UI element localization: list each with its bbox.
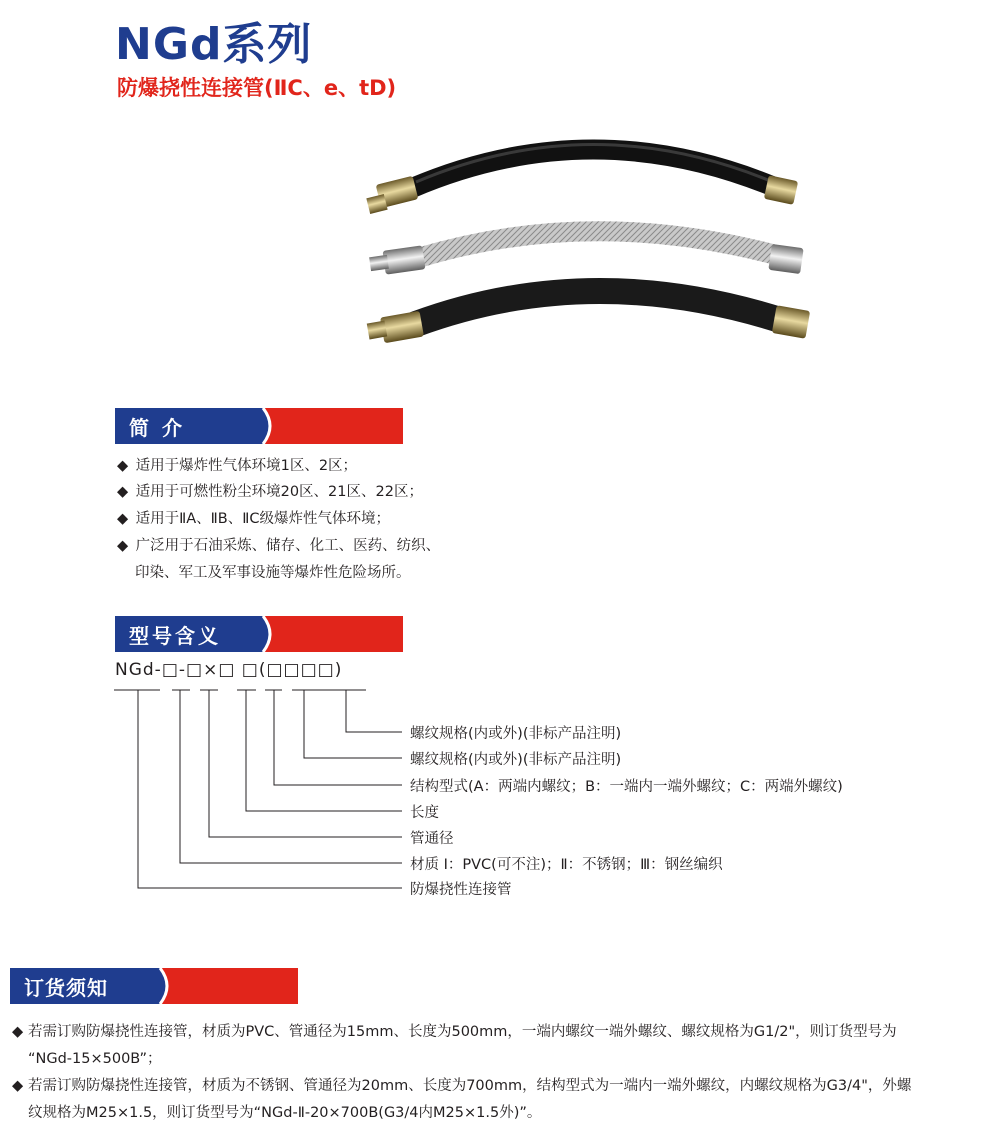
page-title: NGd系列 (115, 19, 313, 70)
model-leader-lines (110, 680, 410, 895)
bullet-diamond-icon: ◆ (12, 1078, 24, 1094)
bullet-diamond-icon: ◆ (117, 511, 129, 527)
intro-item: ◆ 适用于爆炸性气体环境1区、2区； (117, 458, 358, 474)
order-heading-bar (10, 968, 298, 1004)
bullet-diamond-icon: ◆ (117, 538, 129, 554)
model-legend-item: 管通径 (410, 831, 454, 847)
intro-item: ◆ 适用于ⅡA、ⅡB、ⅡC级爆炸性气体环境； (117, 511, 391, 527)
intro-heading: 简 介 (129, 416, 185, 440)
bullet-diamond-icon: ◆ (117, 458, 129, 474)
model-legend-item: 材质 Ⅰ：PVC(可不注)；Ⅱ：不锈钢；Ⅲ：钢丝编织 (410, 857, 723, 873)
intro-item-continuation: 印染、军工及军事设施等爆炸性危险场所。 (135, 565, 411, 581)
model-legend-item: 长度 (410, 805, 439, 821)
order-note-continuation: 纹规格为M25×1.5，则订货型号为“NGd-Ⅱ-20×700B(G3/4内M25×1.5外)”。 (28, 1105, 542, 1121)
intro-item: ◆ 广泛用于石油采炼、储存、化工、医药、纺织、 (117, 538, 441, 554)
intro-heading-bar (115, 408, 403, 444)
bullet-diamond-icon: ◆ (117, 484, 129, 500)
model-legend-item: 防爆挠性连接管 (410, 882, 512, 898)
product-photo (360, 130, 830, 360)
order-heading: 订货须知 (24, 976, 108, 1000)
order-note: ◆ 若需订购防爆挠性连接管，材质为PVC、管通径为15mm、长度为500mm，一端内螺纹一端外螺纹、螺纹规格为G1/2"，则订货型号为 (12, 1024, 897, 1040)
intro-item: ◆ 适用于可燃性粉尘环境20区、21区、22区； (117, 484, 423, 500)
page-subtitle: 防爆挠性连接管(ⅡC、e、tD) (117, 76, 397, 100)
model-heading: 型号含义 (129, 624, 221, 648)
order-note: ◆ 若需订购防爆挠性连接管，材质为不锈钢、管通径为20mm、长度为700mm，结构型式为一端内一端外螺纹，内螺纹规格为G3/4"，外螺 (12, 1078, 912, 1094)
model-heading-bar (115, 616, 403, 652)
model-code: NGd-□-□×□ □(□□□□) (115, 660, 343, 680)
model-legend-item: 螺纹规格(内或外)(非标产品注明) (410, 752, 622, 768)
model-legend-item: 螺纹规格(内或外)(非标产品注明) (410, 726, 622, 742)
model-legend-item: 结构型式(A：两端内螺纹；B：一端内一端外螺纹；C：两端外螺纹) (410, 779, 843, 795)
bullet-diamond-icon: ◆ (12, 1024, 24, 1040)
order-note-continuation: “NGd-15×500B”； (28, 1051, 162, 1067)
